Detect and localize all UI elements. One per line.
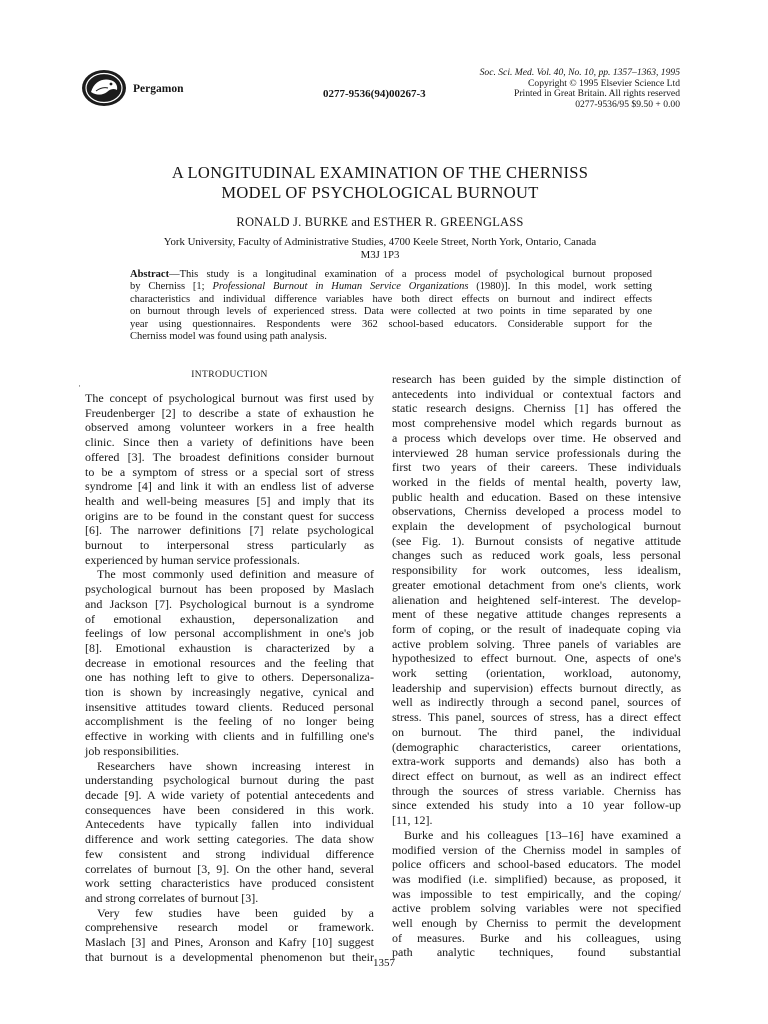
text-line: difference and work setting categories. The data show	[85, 832, 374, 847]
pergamon-logo-icon	[80, 68, 128, 108]
abstract	[130, 269, 652, 343]
title-line: MODEL OF PSYCHOLOGICAL BURNOUT	[221, 183, 539, 202]
text-line: interviewed 28 human service professionals during the	[392, 445, 681, 460]
text-line: active problem solving variables were not specified	[392, 901, 681, 916]
text-line: to be a symptom of stress or a special sort of stress	[85, 464, 374, 479]
text-line: syndrome [4] and link it with an endless list of adverse	[85, 479, 374, 494]
text-line: public health and education. Based on these intensive	[392, 489, 681, 504]
title-line: A LONGITUDINAL EXAMINATION OF THE CHERNISS	[171, 163, 589, 182]
text-line: (demographic characteristics, career orientations,	[392, 739, 681, 754]
text-line: Freudenberger [2] to describe a state of exhaustion he	[85, 405, 374, 420]
affiliation-line: M3J 1P3	[360, 248, 400, 261]
text-line: [6]. The narrower definitions [7] relate psychological	[85, 523, 374, 538]
text-line: ment of these negative attitude changes represents a	[392, 607, 681, 622]
text-line: direct effect on burnout, as well as an indirect effect	[392, 768, 681, 783]
text-line: The most commonly used definition and measure of	[97, 567, 374, 582]
text-line: few consistent and strong individual difference	[85, 846, 374, 861]
article-authors: RONALD J. BURKE and ESTHER R. GREENGLASS	[236, 215, 524, 229]
text-line: work setting (orientation, workload, autonomy,	[392, 666, 681, 681]
text-line: was modified (i.e. simplified) because, as proposed, it	[392, 871, 681, 886]
text-line: changes such as reduced work goals, less personal	[392, 548, 681, 563]
text-line: research has been guided by the simple distinction of	[392, 372, 681, 386]
text-line: work setting characteristics have produced consistent	[85, 876, 374, 891]
text-line: extra-work supports and demands) also has both a	[392, 754, 681, 769]
journal-line: Printed in Great Britain. All rights reserved	[514, 88, 680, 100]
abstract-label: Abstract	[130, 269, 170, 280]
text-line: first two years of their careers. These individuals	[392, 460, 681, 475]
text-line: offered [3]. The broadest definitions consider burnout	[85, 449, 374, 464]
text-line: active problem solving. Three panels of variables are	[392, 636, 681, 651]
text-line: (see Fig. 1). Burnout consists of negative attitude	[392, 533, 681, 548]
margin-mark: ·	[78, 381, 81, 391]
text-line: consequences have been considered in this work.	[85, 802, 374, 817]
text-line: stress. This panel, sources of stress, has a direct effect	[392, 710, 681, 725]
text-line: of measures. Burke and his colleagues, using	[392, 930, 681, 945]
left-column	[85, 391, 374, 964]
text-line: a process which develops over time. He observed and	[392, 430, 681, 445]
text-line: Maslach [3] and Pines, Aronson and Kafry [10] suggest	[85, 935, 374, 950]
text-line: worked in the fields of mental health, poverty law,	[392, 474, 681, 489]
page-number: 1357	[373, 957, 395, 969]
text-line: observed among volunteer workers in a free health	[85, 420, 374, 435]
text-line: understanding psychological burnout during the past	[85, 773, 374, 788]
text-line: path analytic techniques, found substantial	[392, 945, 681, 960]
text-line: police officers and school-based educators. The model	[392, 857, 681, 872]
text-line: static research designs. Cherniss [1] has offered the	[392, 401, 681, 416]
text-line: leadership and supervision) effects burnout directly, as	[392, 680, 681, 695]
text-line: was impossible to test empirically, and the coping/	[392, 886, 681, 901]
journal-line: Copyright © 1995 Elsevier Science Ltd	[528, 77, 680, 89]
text-line: responsibility for work outcomes, less idealism,	[392, 563, 681, 578]
text-line: and Jackson [7]. Psychological burnout is a syndrome	[85, 596, 374, 611]
text-line: experienced by human service professionals.	[85, 552, 300, 567]
cited-book-title: Professional Burnout in Human Service Organizations	[212, 281, 469, 293]
text-line: comprehensive research model or framework.	[85, 920, 374, 935]
text-line: greater emotional detachment from one's clients, work	[392, 577, 681, 592]
text-line: well enough by Cherniss to permit the development	[392, 916, 681, 931]
text-line: [8]. Emotional exhaustion is characterized by a	[85, 640, 374, 655]
text-line: since extended his study into a 10 year follow-up	[392, 798, 681, 813]
doi-code: 0277-9536(94)00267-3	[323, 88, 426, 100]
text-line: and strong correlates of burnout [3].	[85, 890, 259, 905]
text-line: [11, 12].	[392, 813, 433, 828]
text-line: observations, Cherniss developed a process model to	[392, 504, 681, 519]
text-line: Very few studies have been guided by a	[97, 905, 374, 920]
text-line: Researchers have shown increasing interest in	[97, 758, 374, 773]
text-line: feelings of low personal accomplishment in one's job	[85, 626, 374, 641]
text-line: job responsibilities.	[85, 743, 179, 758]
text-line: characteristics and individual difference variables have both direct effects on burnout and indirect effects	[130, 293, 652, 305]
text-line: Cherniss model was found using path analysis.	[130, 331, 327, 343]
text-line: The concept of psychological burnout was first used by	[85, 391, 374, 405]
author-affiliation	[80, 236, 680, 261]
text-line: decrease in emotional resources and the feeling that	[85, 655, 374, 670]
text-line: accomplishment is the feeling of no longer being	[85, 714, 374, 729]
text-line: on burnout through levels of experienced stress. Data were collected at two points in time separated by one	[130, 306, 652, 318]
journal-line: Soc. Sci. Med. Vol. 40, No. 10, pp. 1357–1363, 1995	[479, 67, 680, 78]
text-line: insensitive attitudes toward clients. Reduced personal	[85, 699, 374, 714]
abstract-line: Abstract—This study is a longitudinal examination of a process model of psychological burnout proposed	[130, 269, 652, 280]
article-title	[80, 163, 680, 203]
affiliation-line: York University, Faculty of Administrative Studies, 4700 Keele Street, North York, Ontario, Canada	[163, 236, 597, 248]
text-line: origins are to be found in the constant quest for success	[85, 508, 374, 523]
journal-line: 0277-9536/95 $9.50 + 0.00	[575, 98, 680, 110]
text-line: psychological burnout has been proposed by Maslach	[85, 582, 374, 597]
text-line: antecedents into individual or contextual factors and	[392, 386, 681, 401]
publisher-name: Pergamon	[133, 83, 184, 95]
text-line: modified version of the Cherniss model in samples of	[392, 842, 681, 857]
text-line: of emotional exhaustion, depersonalization and	[85, 611, 374, 626]
text-line: effective in working with clients and in fulfilling one's	[85, 729, 374, 744]
text-line: on burnout. The third panel, the individual	[392, 724, 681, 739]
text-line: explain the development of psychological burnout	[392, 519, 681, 534]
section-heading: INTRODUCTION	[191, 370, 268, 380]
text-line: one has nothing left to give to others. Depersonaliza-	[85, 670, 374, 685]
text-line: burnout to interpersonal stress particularly as	[85, 538, 374, 553]
right-column	[392, 372, 681, 960]
text-line: that burnout is a developmental phenomenon but their	[85, 949, 374, 964]
text-line: through the sources of stress variable. Cherniss has	[392, 783, 681, 798]
text-line: alienation and heightened self-interest. The develop-	[392, 592, 681, 607]
text-line: year using questionnaires. Respondents were 362 school-based educators. Considerable support for the	[130, 318, 652, 330]
text-line: correlates of burnout [3, 9]. On the other hand, several	[85, 861, 374, 876]
text-line: health and well-being measures [5] and imply that its	[85, 493, 374, 508]
journal-citation	[480, 68, 680, 110]
text-line: tion is shown by increasingly negative, cynical and	[85, 685, 374, 700]
text-line: decade [9]. A wide variety of potential antecedents and	[85, 787, 374, 802]
text-line: hypothesized to effect burnout. One, aspects of one's	[392, 651, 681, 666]
abstract-line: by Cherniss [1; Professional Burnout in Human Service Organizations (1980)]. In this model, work setting	[130, 281, 653, 293]
text-line: most comprehensive model which regards burnout as	[392, 416, 681, 431]
text-line: Burke and his colleagues [13–16] have examined a	[404, 827, 681, 842]
text-line: well as indirectly through a second panel, sources of	[392, 695, 681, 710]
text-line: form of coping, or the result of inadequate coping via	[392, 621, 681, 636]
text-line: clinic. Since then a variety of definitions have been	[85, 435, 374, 450]
text-line: Antecedents have typically fallen into individual	[85, 817, 374, 832]
